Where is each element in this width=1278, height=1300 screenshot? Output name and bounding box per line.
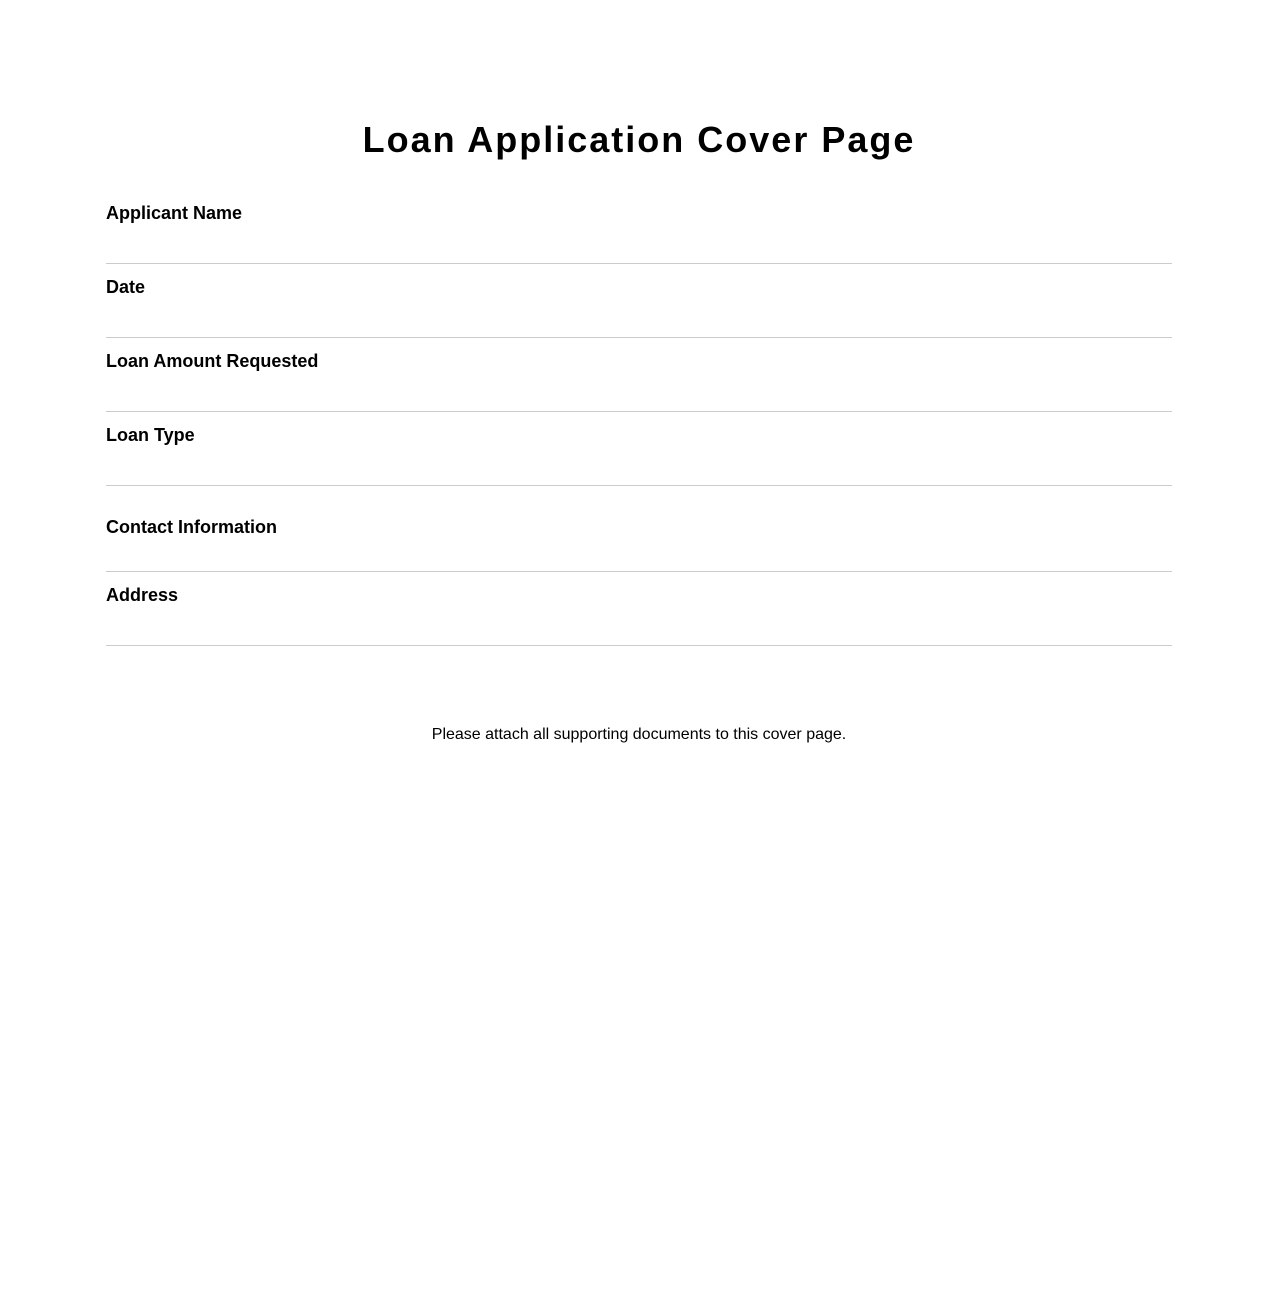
field-list bbox=[106, 190, 1172, 646]
field-loan-amount-requested bbox=[106, 338, 1172, 412]
field-label: Loan Type bbox=[106, 425, 195, 445]
footer-note: Please attach all supporting documents to this cover page. bbox=[431, 726, 847, 743]
field-label: Contact Information bbox=[106, 517, 277, 537]
cover-page bbox=[106, 0, 1172, 745]
field-label: Date bbox=[106, 277, 146, 297]
page-title: Loan Application Cover Page bbox=[362, 119, 916, 160]
field-label: Loan Amount Requested bbox=[106, 351, 319, 371]
field-address bbox=[106, 572, 1172, 646]
field-contact-information bbox=[106, 486, 1172, 572]
field-label: Applicant Name bbox=[106, 203, 243, 223]
field-date bbox=[106, 264, 1172, 338]
field-loan-type bbox=[106, 412, 1172, 486]
field-applicant-name bbox=[106, 190, 1172, 264]
field-label: Address bbox=[106, 585, 179, 605]
